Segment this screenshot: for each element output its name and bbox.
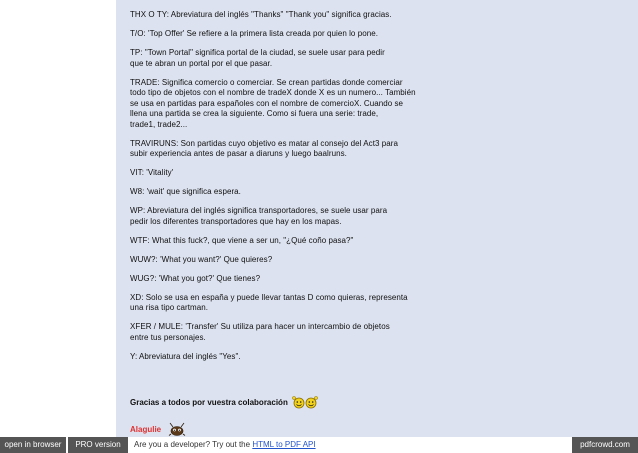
html-to-pdf-api-link[interactable]: HTML to PDF API: [252, 440, 316, 449]
glossary-entry-y: Y: Abreviatura del inglés "Yes".: [130, 351, 241, 361]
author-name: Alagulie: [130, 424, 162, 434]
glossary-entry-wuw: WUW?: 'What you want?' Que quieres?: [130, 254, 273, 264]
clapping-smileys-icon: [292, 395, 318, 409]
glossary-entry-vit: VIT: 'Vitality': [130, 168, 174, 177]
glossary-entry-xd: XD: Solo se usa en españa y puede llevar tantas D como quieras, representa una risa tipo cartman.: [130, 292, 408, 312]
pro-version-button[interactable]: PRO version: [68, 437, 128, 453]
content-panel: [116, 0, 638, 437]
pdfcrowd-footer: [0, 437, 638, 453]
glossary-entry-tp: TP: "Town Portal" significa portal de la ciudad, se suele usar para pedir que te abran un portal por el que pasar.: [130, 48, 385, 68]
glossary-text: [130, 10, 430, 371]
developer-message: [134, 437, 316, 453]
author-signature: [130, 422, 187, 436]
thanks-line: [130, 395, 318, 409]
glossary-entry-to: T/O: 'Top Offer' Se refiere a la primera lista creada por quien lo pone.: [130, 29, 378, 38]
glossary-entry-wug: WUG?: 'What you got?' Que tienes?: [130, 273, 261, 283]
glossary-entry-wp: WP: Abreviatura del inglés significa transportadores, se suele usar para pedir los diferentes transportadores que hay en los mapas.: [130, 206, 388, 226]
pdfcrowd-brand-link[interactable]: pdfcrowd.com: [572, 437, 638, 453]
glossary-entry-xfer: XFER / MULE: 'Transfer' Su utiliza para hacer un intercambio de objetos entre tus personajes.: [130, 322, 390, 342]
glossary-entry-thx: THX O TY: Abreviatura del inglés "Thanks" "Thank you" significa gracias.: [130, 10, 392, 19]
thanks-text: Gracias a todos por vuestra colaboración: [130, 397, 288, 407]
glossary-entry-trade: TRADE: Significa comercio o comerciar. Se crean partidas donde comerciar todo tipo de objetos con el nombre de tradeX donde X es un numero... También se usa en partidas para españoles con el nombre de comercioX. Cuando se llena una partida se crea la siguiente. Como si fuera una serie: trade, trade1, trade2...: [130, 77, 416, 129]
bug-mascot-icon: [167, 422, 187, 436]
glossary-entry-wtf: WTF: What this fuck?, que viene a ser un, "¿Qué coño pasa?": [130, 235, 354, 245]
glossary-entry-traviruns: TRAVIRUNS: Son partidas cuyo objetivo es matar al consejo del Act3 para subir experiencia antes de pasar a diaruns y luego baalruns.: [130, 138, 398, 158]
open-in-browser-button[interactable]: open in browser: [0, 437, 66, 453]
glossary-entry-w8: W8: 'wait' que significa espera.: [130, 187, 241, 196]
developer-message-text: Are you a developer? Try out the: [134, 440, 251, 449]
